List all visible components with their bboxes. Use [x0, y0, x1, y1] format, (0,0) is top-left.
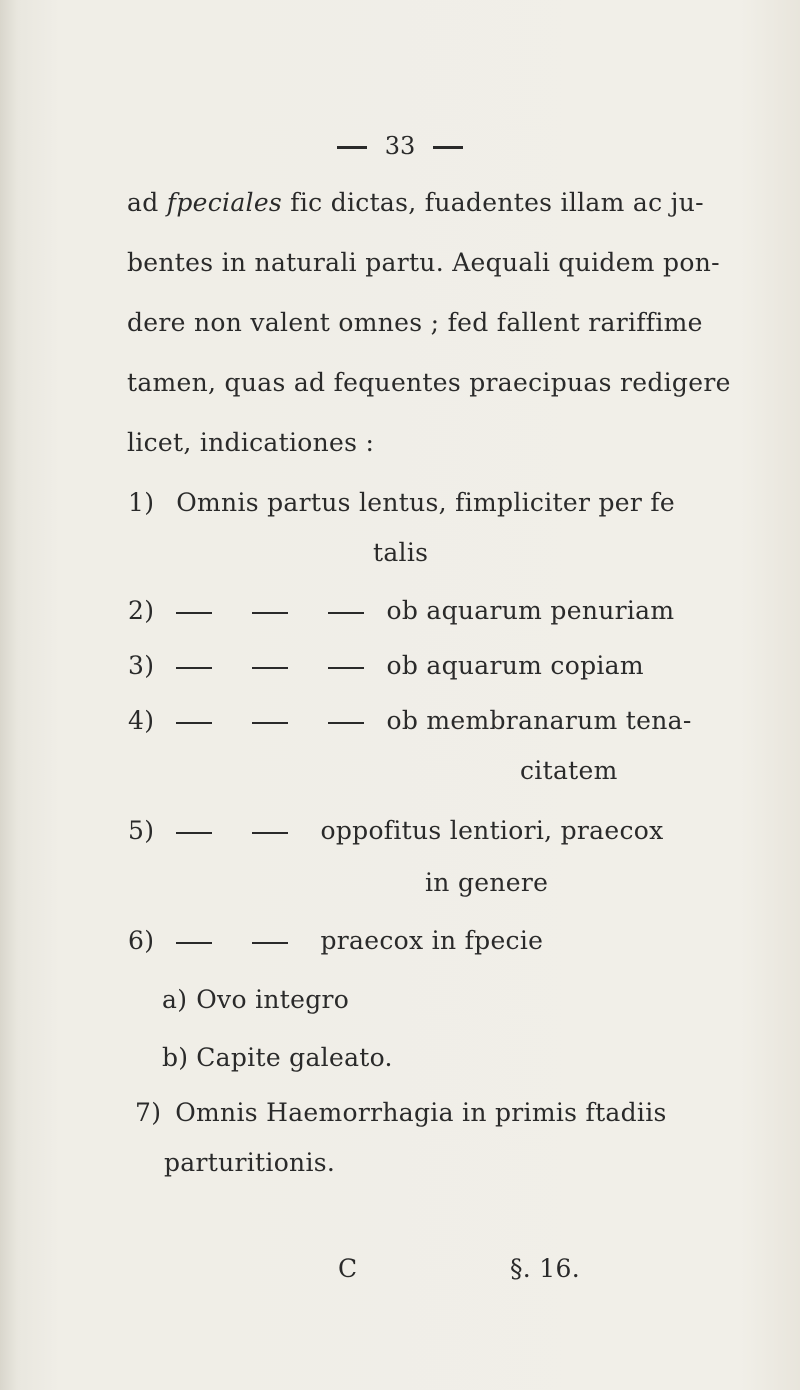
paragraph-line-1: [127, 188, 704, 217]
list-item: [128, 651, 644, 680]
list-item: [128, 926, 543, 955]
list-item: [128, 816, 664, 845]
text-fragment: fic dictas, fuadentes illam ac ju-: [282, 188, 704, 217]
item-number: 3): [128, 651, 155, 680]
list-item: [128, 596, 674, 625]
item-continuation: citatem: [520, 756, 618, 785]
ditto-dashes: [176, 706, 378, 735]
ditto-dashes: [176, 816, 312, 845]
header-dash-left: [337, 146, 367, 149]
item-letter: b): [162, 1043, 189, 1072]
item-text: Omnis partus lentus, fimpliciter per fe: [176, 488, 675, 517]
item-number: 6): [128, 926, 155, 955]
section-mark: §. 16.: [510, 1254, 580, 1283]
paragraph-line-3: dere non valent omnes ; fed fallent rariffime: [127, 308, 703, 337]
item-text: ob aquarum copiam: [386, 651, 644, 680]
page-header: [0, 132, 800, 160]
item-letter: a): [162, 985, 188, 1014]
item-number: 4): [128, 706, 155, 735]
item-text: ob membranarum tena-: [386, 706, 692, 735]
item-text: ob aquarum penuriam: [386, 596, 675, 625]
list-item: [128, 488, 675, 517]
item-text: praecox in fpecie: [320, 926, 544, 955]
item-continuation: talis: [373, 538, 429, 567]
item-number: 5): [128, 816, 155, 845]
list-item: [162, 985, 349, 1014]
paragraph-line-5: licet, indicationes :: [127, 428, 375, 457]
italic-term: fpeciales: [166, 188, 283, 217]
item-text: oppofitus lentiori, praecox: [320, 816, 664, 845]
item-continuation: parturitionis.: [164, 1148, 336, 1177]
page-number: 33: [384, 132, 416, 160]
header-dash-right: [433, 146, 463, 149]
list-item: [128, 706, 692, 735]
list-item: [135, 1098, 667, 1127]
item-number: 2): [128, 596, 155, 625]
ditto-dashes: [176, 926, 312, 955]
item-text: Capite galeato.: [196, 1043, 393, 1072]
catchword: C: [338, 1254, 358, 1283]
ditto-dashes: [176, 651, 378, 680]
item-number: 1): [128, 488, 155, 517]
ditto-dashes: [176, 596, 378, 625]
text-fragment: ad: [127, 188, 167, 217]
paragraph-line-4: tamen, quas ad fequentes praecipuas redigere: [127, 368, 731, 397]
item-text: Ovo integro: [196, 985, 350, 1014]
item-continuation: in genere: [425, 868, 549, 897]
list-item: [162, 1043, 393, 1072]
item-text: Omnis Haemorrhagia in primis ftadiis: [175, 1098, 667, 1127]
paragraph-line-2: bentes in naturali partu. Aequali quidem pon-: [127, 248, 720, 277]
item-number: 7): [135, 1098, 162, 1127]
